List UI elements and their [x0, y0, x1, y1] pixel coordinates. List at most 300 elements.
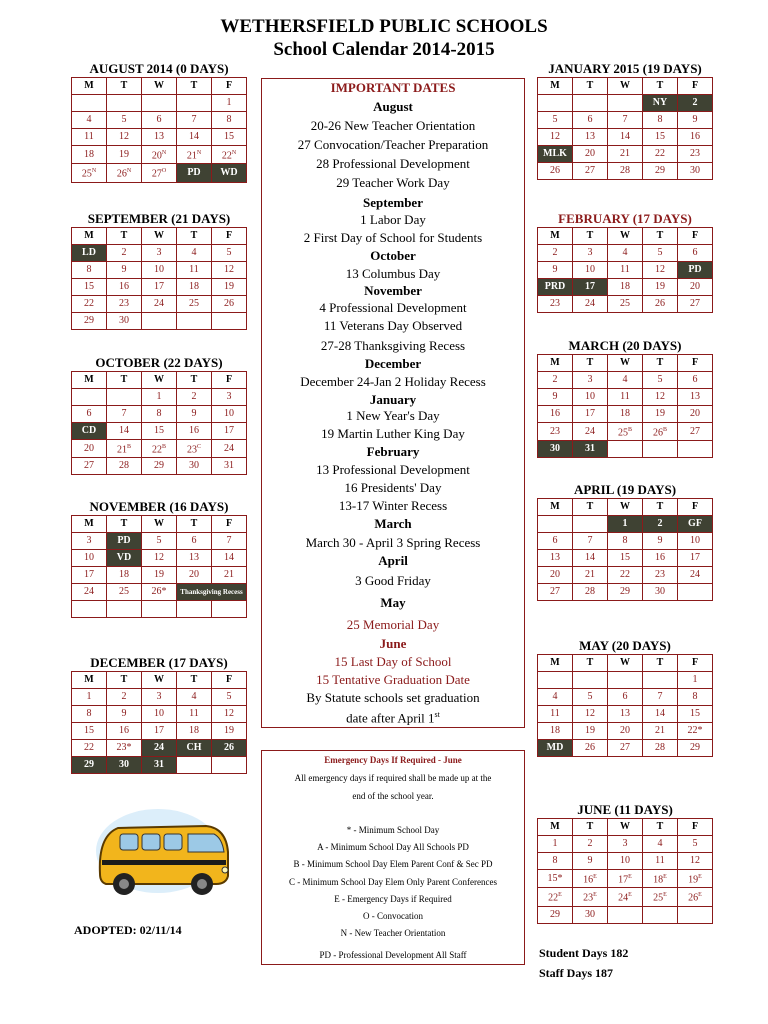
day-cell: 15 [72, 279, 107, 296]
day-cell: $25^E$ [643, 888, 678, 906]
day-cell: PD [177, 164, 212, 182]
day-cell: 17 [72, 567, 107, 584]
weekday-header: T [573, 228, 608, 245]
day-cell: 1 [608, 516, 643, 533]
weekday-header: T [107, 516, 142, 533]
weekday-header: W [608, 819, 643, 836]
weekday-header: M [538, 228, 573, 245]
day-cell: 11 [72, 129, 107, 146]
day-cell: Thanksgiving Recess [177, 584, 247, 601]
day-cell [142, 95, 177, 112]
day-cell: PD [678, 262, 713, 279]
month-grid [537, 227, 713, 313]
day-cell: 9 [538, 262, 573, 279]
adopted-date: ADOPTED: 02/11/14 [74, 923, 182, 937]
important-date-item: 20-26 New Teacher Orientation [310, 118, 476, 133]
day-cell [177, 95, 212, 112]
day-cell: 15 [142, 423, 177, 440]
important-dates-heading: May [380, 595, 406, 610]
day-cell: 20 [573, 146, 608, 163]
day-cell: 4 [608, 245, 643, 262]
day-cell: 6 [538, 533, 573, 550]
day-cell: 23 [107, 296, 142, 313]
weekday-header: F [212, 78, 247, 95]
day-cell: 20 [538, 567, 573, 584]
day-cell: 7 [177, 112, 212, 129]
weekday-header: M [72, 372, 107, 389]
day-cell: 2 [538, 245, 573, 262]
day-cell: 24 [72, 584, 107, 601]
day-cell: 10 [608, 853, 643, 870]
day-cell: $25^B$ [608, 423, 643, 441]
day-cell: $24^E$ [608, 888, 643, 906]
day-cell: 30 [573, 906, 608, 923]
calendar-nov [71, 499, 247, 618]
day-cell: 24 [573, 296, 608, 313]
calendar-apr [537, 482, 713, 601]
weekday-header: T [177, 516, 212, 533]
calendar-sep [71, 211, 247, 330]
day-cell: $26^B$ [643, 423, 678, 441]
day-cell: 16 [107, 723, 142, 740]
day-cell [177, 601, 212, 618]
day-cell: $17^E$ [608, 870, 643, 888]
day-cell: 9 [643, 533, 678, 550]
day-cell: 9 [573, 853, 608, 870]
weekday-header: M [538, 499, 573, 516]
day-cell: 22 [643, 146, 678, 163]
day-cell: 3 [573, 245, 608, 262]
day-cell [643, 672, 678, 689]
month-title: OCTOBER (22 DAYS) [95, 355, 223, 370]
day-cell: 15 [643, 129, 678, 146]
day-cell: 29 [678, 740, 713, 757]
day-cell: 8 [538, 853, 573, 870]
legend-item: PD - Professional Development All Staff [319, 950, 467, 960]
day-cell [72, 601, 107, 618]
day-cell: 26 [212, 296, 247, 313]
day-cell: 17 [678, 550, 713, 567]
weekday-header: T [107, 78, 142, 95]
day-cell: 9 [538, 389, 573, 406]
day-cell: 29 [643, 163, 678, 180]
weekday-header: F [678, 78, 713, 95]
day-cell: 3 [72, 533, 107, 550]
day-cell: 10 [142, 706, 177, 723]
important-dates-heading: March [374, 516, 412, 531]
important-date-item: 28 Professional Development [316, 156, 470, 171]
important-date-item: 3 Good Friday [355, 573, 431, 588]
legend-item: E - Emergency Days if Required [334, 894, 452, 904]
day-cell: 31 [142, 757, 177, 774]
day-cell: 29 [608, 584, 643, 601]
day-cell: 17 [142, 279, 177, 296]
day-cell: $26^E$ [678, 888, 713, 906]
day-cell: 16 [678, 129, 713, 146]
day-cell: 2 [177, 389, 212, 406]
important-dates-heading: November [364, 283, 422, 298]
day-cell: 11 [643, 853, 678, 870]
day-cell: 8 [72, 262, 107, 279]
day-cell: 20 [678, 279, 713, 296]
day-cell: 30 [177, 458, 212, 475]
important-date-item: 19 Martin Luther King Day [321, 426, 465, 441]
day-cell: 7 [212, 533, 247, 550]
day-cell: 3 [573, 372, 608, 389]
day-cell: 1 [538, 836, 573, 853]
day-cell: 27 [608, 740, 643, 757]
day-cell: 12 [678, 853, 713, 870]
day-cell: 12 [643, 389, 678, 406]
day-cell: 13 [608, 706, 643, 723]
month-title: NOVEMBER (16 DAYS) [89, 499, 229, 514]
day-cell: NY [643, 95, 678, 112]
day-cell: 20 [72, 440, 107, 458]
day-cell: 10 [212, 406, 247, 423]
day-cell: 5 [212, 689, 247, 706]
day-cell: 6 [72, 406, 107, 423]
month-grid [71, 671, 247, 774]
day-cell: 30 [643, 584, 678, 601]
weekday-header: F [678, 355, 713, 372]
weekday-header: M [538, 78, 573, 95]
weekday-header: W [142, 372, 177, 389]
day-cell: 17 [573, 406, 608, 423]
day-cell: 8 [212, 112, 247, 129]
day-cell: MLK [538, 146, 573, 163]
weekday-header: W [142, 516, 177, 533]
day-cell: 27 [678, 423, 713, 441]
student-days: Student Days 182 [539, 946, 629, 960]
day-cell: 9 [177, 406, 212, 423]
day-cell: 21 [212, 567, 247, 584]
month-grid [537, 354, 713, 458]
legend-item: * - Minimum School Day [346, 825, 440, 835]
important-date-item: 15 Last Day of School [334, 654, 452, 669]
weekday-header: F [212, 372, 247, 389]
weekday-header: T [573, 655, 608, 672]
important-dates-heading: October [370, 248, 416, 263]
weekday-header: T [573, 499, 608, 516]
important-date-item: 2 First Day of School for Students [303, 230, 483, 245]
important-date-item: 1 New Year's Day [346, 408, 440, 423]
weekday-header: F [678, 819, 713, 836]
weekday-header: T [643, 78, 678, 95]
calendar-aug [71, 61, 247, 183]
day-cell [538, 516, 573, 533]
day-cell: 1 [678, 672, 713, 689]
day-cell: 2 [678, 95, 713, 112]
day-cell: 28 [107, 458, 142, 475]
day-cell: 22 [608, 567, 643, 584]
day-cell: 19 [643, 406, 678, 423]
day-cell: $20^N$ [142, 146, 177, 164]
day-cell: 5 [142, 533, 177, 550]
day-cell: 29 [538, 906, 573, 923]
legend-item: B - Minimum School Day Elem Parent Conf & Sec PD [293, 859, 493, 869]
day-cell: PD [107, 533, 142, 550]
weekday-header: W [142, 228, 177, 245]
day-cell: LD [72, 245, 107, 262]
day-cell: 5 [643, 245, 678, 262]
month-grid [71, 227, 247, 330]
day-cell: 9 [107, 262, 142, 279]
day-cell: 11 [177, 262, 212, 279]
day-cell: 27 [678, 296, 713, 313]
calendar-jun [537, 802, 713, 924]
important-date-item: 13-17 Winter Recess [338, 498, 448, 513]
day-cell: 16 [538, 406, 573, 423]
day-cell: 8 [72, 706, 107, 723]
important-date-item: 13 Professional Development [316, 462, 470, 477]
day-cell: 21 [608, 146, 643, 163]
day-cell: 2 [538, 372, 573, 389]
weekday-header: W [608, 78, 643, 95]
day-cell: 19 [212, 723, 247, 740]
weekday-header: T [177, 228, 212, 245]
weekday-header: W [142, 78, 177, 95]
day-cell: 27 [538, 584, 573, 601]
day-cell: 29 [72, 313, 107, 330]
day-cell: 23 [538, 423, 573, 441]
day-cell: 17 [212, 423, 247, 440]
day-cell: 11 [608, 389, 643, 406]
weekday-header: T [573, 819, 608, 836]
month-title: SEPTEMBER (21 DAYS) [87, 211, 231, 226]
day-cell: $21^N$ [177, 146, 212, 164]
day-cell [142, 313, 177, 330]
day-cell: 15 [212, 129, 247, 146]
day-cell [72, 389, 107, 406]
day-cell [608, 672, 643, 689]
important-date-item: March 30 - April 3 Spring Recess [305, 535, 481, 550]
day-cell: 15 [608, 550, 643, 567]
day-cell: 10 [573, 389, 608, 406]
month-title: JANUARY 2015 (19 DAYS) [548, 61, 702, 76]
day-cell: 24 [142, 296, 177, 313]
day-cell: 6 [142, 112, 177, 129]
legend-panel [261, 750, 525, 965]
day-cell: 23 [538, 296, 573, 313]
weekday-header: T [107, 372, 142, 389]
legend-item: end of the school year. [352, 791, 434, 801]
day-cell: 28 [573, 584, 608, 601]
day-cell: 25 [608, 296, 643, 313]
school-name: WETHERSFIELD PUBLIC SCHOOLS [220, 16, 548, 37]
day-cell [608, 906, 643, 923]
legend-title: Emergency Days If Required - June [324, 755, 462, 765]
weekday-header: F [212, 516, 247, 533]
important-date-item: 29 Teacher Work Day [336, 175, 450, 190]
important-dates-heading: January [369, 392, 417, 407]
day-cell: 1 [72, 689, 107, 706]
day-cell: 6 [573, 112, 608, 129]
day-cell: 7 [107, 406, 142, 423]
day-cell: $21^B$ [107, 440, 142, 458]
day-cell: 29 [142, 458, 177, 475]
important-dates-heading: April [378, 553, 408, 568]
weekday-header: T [643, 499, 678, 516]
weekday-header: T [573, 355, 608, 372]
day-cell: 18 [608, 406, 643, 423]
day-cell: 12 [643, 262, 678, 279]
important-dates-heading: IMPORTANT DATES [330, 80, 456, 95]
important-dates-heading: September [363, 195, 423, 210]
calendar-feb [537, 211, 713, 313]
important-date-item: By Statute schools set graduation [306, 690, 480, 705]
weekday-header: M [538, 819, 573, 836]
important-dates-panel [261, 78, 525, 728]
day-cell: $25^N$ [72, 164, 107, 182]
day-cell: 31 [212, 458, 247, 475]
day-cell: $22^E$ [538, 888, 573, 906]
day-cell: 5 [678, 836, 713, 853]
day-cell: 24 [142, 740, 177, 757]
day-cell: 6 [678, 245, 713, 262]
day-cell [72, 95, 107, 112]
day-cell: 14 [608, 129, 643, 146]
day-cell: 30 [107, 313, 142, 330]
important-date-item: 1 Labor Day [360, 212, 426, 227]
day-cell: 20 [608, 723, 643, 740]
weekday-header: M [72, 672, 107, 689]
legend-item: C - Minimum School Day Elem Only Parent Conferences [289, 877, 497, 887]
day-cell: 5 [107, 112, 142, 129]
day-cell: 28 [643, 740, 678, 757]
day-cell: $19^E$ [678, 870, 713, 888]
month-grid [71, 77, 247, 183]
day-cell: $26^N$ [107, 164, 142, 182]
day-cell: 30 [678, 163, 713, 180]
day-cell: 24 [212, 440, 247, 458]
important-date-item: 15 Tentative Graduation Date [316, 672, 470, 687]
day-cell: 23 [643, 567, 678, 584]
day-cell [678, 441, 713, 458]
day-cell: 22* [678, 723, 713, 740]
day-cell: 26 [538, 163, 573, 180]
day-cell: 20 [177, 567, 212, 584]
important-date-item: 25 Memorial Day [346, 617, 440, 632]
day-cell [678, 906, 713, 923]
day-cell: GF [678, 516, 713, 533]
calendar-mar [537, 338, 713, 458]
day-cell: 9 [107, 706, 142, 723]
day-cell: 1 [212, 95, 247, 112]
day-cell: 12 [573, 706, 608, 723]
month-grid [537, 77, 713, 180]
important-dates-heading: December [364, 356, 422, 371]
day-cell: 18 [72, 146, 107, 164]
month-grid [537, 818, 713, 924]
day-cell: 5 [212, 245, 247, 262]
day-cell: 2 [573, 836, 608, 853]
calendar-dec [71, 655, 247, 774]
day-cell: 7 [643, 689, 678, 706]
day-cell: 18 [107, 567, 142, 584]
month-title: MARCH (20 DAYS) [568, 338, 682, 353]
day-cell: 13 [177, 550, 212, 567]
day-cell: 13 [142, 129, 177, 146]
day-cell: 14 [177, 129, 212, 146]
day-cell: 12 [212, 262, 247, 279]
day-cell: 21 [573, 567, 608, 584]
day-cell: 24 [678, 567, 713, 584]
day-cell: 2 [107, 245, 142, 262]
day-cell: 10 [72, 550, 107, 567]
day-cell: 17 [142, 723, 177, 740]
important-date-item: 16 Presidents' Day [344, 480, 442, 495]
day-cell: 9 [678, 112, 713, 129]
day-cell [643, 906, 678, 923]
day-cell: 22 [72, 296, 107, 313]
month-title: JUNE (11 DAYS) [577, 802, 673, 817]
day-cell: 30 [107, 757, 142, 774]
weekday-header: T [177, 672, 212, 689]
month-grid [71, 515, 247, 618]
legend-item: N - New Teacher Orientation [340, 928, 446, 938]
day-cell [107, 601, 142, 618]
important-date-item: 4 Professional Development [319, 300, 467, 315]
important-dates-heading: February [366, 444, 420, 459]
day-cell: $23^C$ [177, 440, 212, 458]
day-cell [573, 95, 608, 112]
weekday-header: W [142, 672, 177, 689]
day-cell: 3 [212, 389, 247, 406]
day-cell: 15 [678, 706, 713, 723]
day-cell [608, 95, 643, 112]
school-bus-icon [88, 796, 238, 906]
day-cell: 26* [142, 584, 177, 601]
day-cell: CD [72, 423, 107, 440]
weekday-header: W [608, 228, 643, 245]
day-cell: 23* [107, 740, 142, 757]
day-cell: 18 [538, 723, 573, 740]
month-title: FEBRUARY (17 DAYS) [558, 211, 692, 226]
weekday-header: W [608, 499, 643, 516]
day-cell [107, 95, 142, 112]
important-date-item: 13 Columbus Day [345, 266, 441, 281]
day-cell [573, 672, 608, 689]
important-date-item: 11 Veterans Day Observed [323, 318, 463, 333]
weekday-header: M [72, 516, 107, 533]
day-cell: 25 [107, 584, 142, 601]
day-cell: 26 [212, 740, 247, 757]
weekday-header: T [573, 78, 608, 95]
day-cell: 31 [573, 441, 608, 458]
weekday-header: F [212, 228, 247, 245]
weekday-header: F [678, 228, 713, 245]
day-cell [142, 601, 177, 618]
day-cell: 28 [608, 163, 643, 180]
day-cell [608, 441, 643, 458]
day-cell: 15 [72, 723, 107, 740]
day-cell: 4 [643, 836, 678, 853]
calendar-jan [537, 61, 713, 180]
weekday-header: M [538, 355, 573, 372]
day-cell: 8 [608, 533, 643, 550]
day-cell: 14 [573, 550, 608, 567]
day-cell: 10 [142, 262, 177, 279]
month-grid [537, 498, 713, 601]
day-cell: 26 [573, 740, 608, 757]
important-dates-heading: August [373, 99, 413, 114]
day-cell: 8 [678, 689, 713, 706]
month-grid [537, 654, 713, 757]
important-date-item: 27 Convocation/Teacher Preparation [297, 137, 489, 152]
day-cell: 27 [573, 163, 608, 180]
month-grid [71, 371, 247, 475]
day-cell: 17 [573, 279, 608, 296]
